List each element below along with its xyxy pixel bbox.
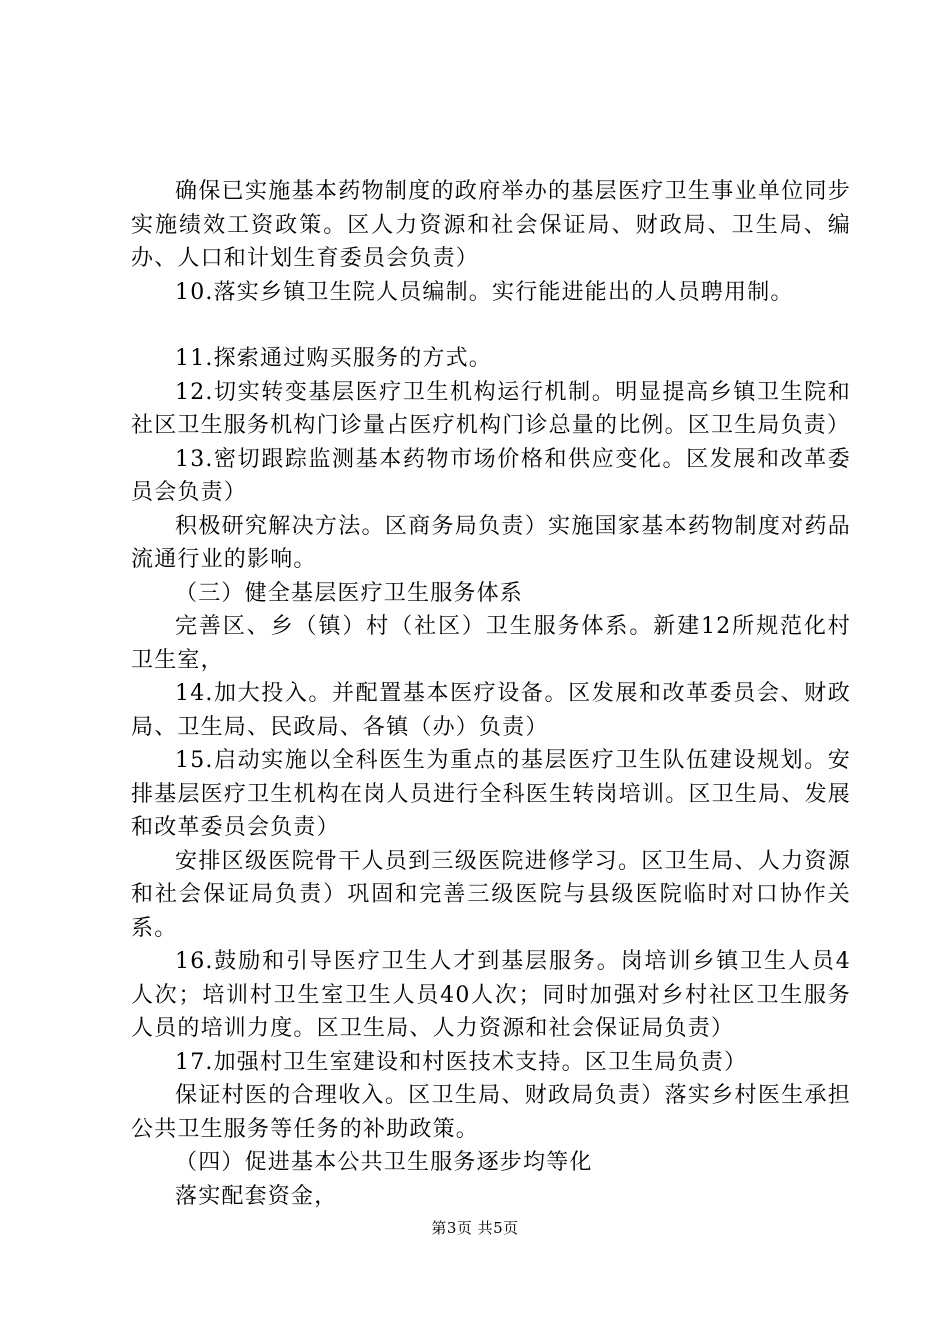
section-heading-4: （四）促进基本公共卫生服务逐步均等化 [175,1150,593,1175]
paragraph-item-10: 10.落实乡镇卫生院人员编制。实行能进能出的人员聘用制。 [175,279,794,305]
paragraph-item-16: 16.鼓励和引导医疗卫生人才到基层服务。岗培训乡镇卫生人员4人次；培训村卫生室卫生人员40人次；同时加强对乡村社区卫生服务人员的培训力度。区卫生局、人力资源和社会保证局负责） [131,949,851,1041]
paragraph-item-12: 12.切实转变基层医疗卫生机构运行机制。明显提高乡镇卫生院和社区卫生服务机构门诊量占医疗机构门诊总量的比例。区卫生局负责） [131,379,851,438]
paragraph-item-13: 13.密切跟踪监测基本药物市场价格和供应变化。区发展和改革委员会负责） [131,446,851,505]
paragraph-item-11: 11.探索通过购买服务的方式。 [175,346,492,371]
paragraph-village-doctor: 保证村医的合理收入。区卫生局、财政局负责）落实乡村医生承担公共卫生服务等任务的补助政策。 [131,1083,851,1142]
paragraph-item-17: 17.加强村卫生室建设和村医技术支持。区卫生局负责） [175,1049,748,1075]
paragraph-performance-pay: 确保已实施基本药物制度的政府举办的基层医疗卫生事业单位同步实施绩效工资政策。区人力资源和社会保证局、财政局、卫生局、编办、人口和计划生育委员会负责） [131,179,851,271]
document-body [131,175,851,1213]
paragraph-funding: 落实配套资金， [175,1183,338,1209]
page-number-footer: 第3页 共5页 [431,1219,519,1237]
paragraph-item-15: 15.启动实施以全科医生为重点的基层医疗卫生队伍建设规划。安排基层医疗卫生机构在岗人员进行全科医生转岗培训。区卫生局、发展和改革委员会负责） [131,748,851,840]
paragraph-service-system: 完善区、乡（镇）村（社区）卫生服务体系。新建12所规范化村卫生室， [131,614,851,673]
paragraph-item-14: 14.加大投入。并配置基本医疗设备。区发展和改革委员会、财政局、卫生局、民政局、各镇（办）负责） [131,681,851,740]
paragraph-commerce: 积极研究解决方法。区商务局负责）实施国家基本药物制度对药品流通行业的影响。 [131,513,851,572]
paragraph-training: 安排区级医院骨干人员到三级医院进修学习。区卫生局、人力资源和社会保证局负责）巩固和完善三级医院与县级医院临时对口协作关系。 [131,848,851,941]
section-heading-3: （三）健全基层医疗卫生服务体系 [175,580,524,606]
